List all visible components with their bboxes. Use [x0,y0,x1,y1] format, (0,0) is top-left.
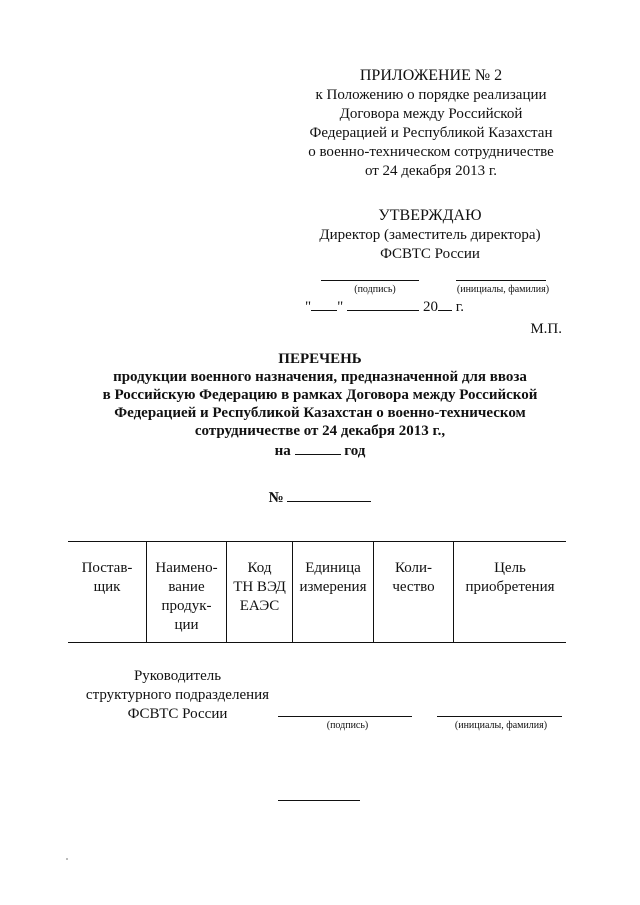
appendix-line: от 24 декабря 2013 г. [364,163,498,179]
header-text: ТН ВЭД [233,579,286,595]
header-text: Коли- [394,560,433,576]
header-text: ции [174,617,199,633]
date-close-quote: " [337,299,344,315]
signatory-line: структурного подразделения [85,687,270,703]
table-header-quantity [373,542,453,642]
appendix-line: о военно-техническом сотрудничестве [308,144,554,160]
header-text: Цель [494,560,526,576]
table-header-unit [292,542,373,642]
year-prefix: на [274,443,291,459]
approval-block [310,206,550,264]
header-text: щик [93,579,121,595]
appendix-line: Договора между Российской [339,106,523,122]
date-year-prefix: 20 [423,299,438,315]
header-text: приобретения [465,579,555,595]
approval-title: УТВЕРЖДАЮ [378,207,482,224]
list-description-line: в Российскую Федерацию в рамках Договора между Российской [102,387,538,403]
approval-organization: ФСВТС России [380,246,480,262]
appendix-line: Федерацией и Республикой Казахстан [309,125,553,141]
date-year-blank [438,296,452,311]
header-text: Код [247,560,272,576]
signatory-line: Руководитель [133,668,222,684]
table-header-purpose [453,542,566,642]
header-text: вание [168,579,205,595]
year-suffix: год [344,443,366,459]
table-header-product-name [146,542,226,642]
footer-rule [278,800,360,801]
list-description-line: продукции военного назначения, предназначенной для ввоза [113,369,527,385]
date-year-suffix: г. [455,299,464,315]
header-text: ЕАЭС [239,598,280,614]
date-month-blank [347,296,419,311]
number-blank [287,488,371,502]
header-text: продук- [161,598,212,614]
approval-signature-line [321,280,419,281]
date-day-blank [311,296,337,311]
list-description-line: Федерацией и Республикой Казахстан о военно-техническом [114,405,526,421]
stamp-place: М.П. [530,321,562,337]
approval-initials-caption: (инициалы, фамилия) [456,284,550,295]
signatory-initials-caption: (инициалы, фамилия) [454,720,548,731]
list-title-block [95,350,545,440]
table-header-code [226,542,292,642]
number-line [200,488,440,507]
header-text: Единица [305,560,361,576]
signatory-signature-line [278,716,412,717]
signatory-signature-caption: (подпись) [326,720,369,731]
number-sign: № [268,490,284,506]
approval-initials-line [456,280,546,281]
appendix-title: ПРИЛОЖЕНИЕ № 2 [359,67,503,84]
year-blank [295,441,341,455]
date-open-quote: " [305,299,312,315]
scan-speck [66,858,68,860]
year-line [200,441,440,460]
appendix-header [300,66,562,181]
signatory-line: ФСВТС России [127,706,228,722]
header-text: Наимено- [155,560,218,576]
table-header-supplier [68,542,146,642]
approval-date-line [305,296,505,316]
signatory-block [65,667,290,724]
list-description-line: сотрудничестве от 24 декабря 2013 г., [194,423,446,439]
products-table [68,541,566,643]
approval-signature-caption: (подпись) [354,284,396,295]
header-text: Постав- [81,560,133,576]
header-text: чество [392,579,435,595]
signatory-initials-line [437,716,562,717]
approval-position: Директор (заместитель директора) [319,227,541,243]
appendix-line: к Положению о порядке реализации [315,87,547,103]
header-text: измерения [299,579,367,595]
list-title: ПЕРЕЧЕНЬ [278,351,362,367]
